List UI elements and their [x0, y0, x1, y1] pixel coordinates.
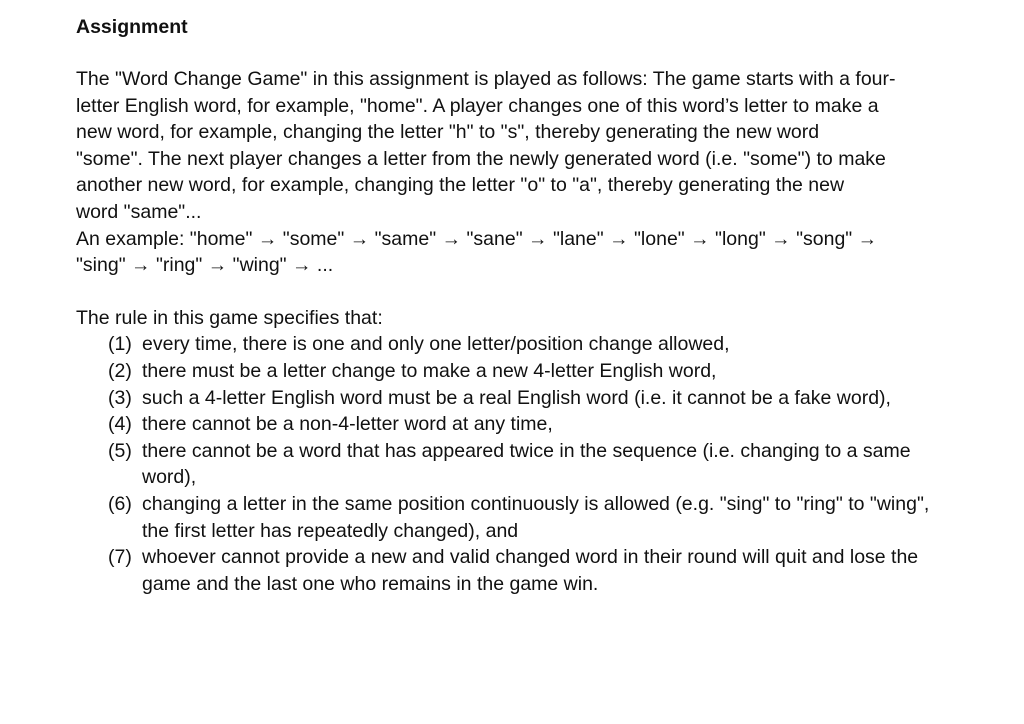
rule-item	[108, 331, 952, 358]
rule-item	[108, 491, 952, 544]
example-sequence: An example: "home" → "some" → "same" → "sane" → "lane" → "lone" → "long" → "song" → "sing" → "ring" → "wing" → ...	[76, 227, 878, 277]
intro-paragraph: The "Word Change Game" in this assignment is played as follows: The game starts with a four- letter English word, for example, "home". A player changes one of this word’s letter to make a new word, for example, changing the letter "h" to "s", thereby generating the new word "some". The next player changes a letter from the newly generated word (i.e. "some") to make another new word, for example, changing the letter "o" to "a", thereby generating the new word "same"...	[76, 68, 896, 223]
rule-text: there must be a letter change to make a new 4-letter English word,	[142, 359, 717, 382]
rule-number: (5)	[108, 439, 132, 462]
rule-text: there cannot be a word that has appeared twice in the sequence (i.e. changing to a same word),	[142, 439, 911, 489]
rule-item	[108, 544, 952, 597]
rule-text: whoever cannot provide a new and valid changed word in their round will quit and lose the game and the last one who remains in the game win.	[142, 546, 919, 595]
document-title: Assignment	[76, 16, 188, 38]
rule-item	[108, 358, 952, 385]
rule-item	[108, 411, 952, 438]
rule-item	[108, 438, 952, 491]
rule-number: (7)	[108, 546, 132, 569]
rules-list	[76, 331, 956, 597]
rule-number: (1)	[108, 333, 132, 356]
rule-text: changing a letter in the same position continuously is allowed (e.g. "sing" to "ring" to "wing", the first letter has repeatedly changed), and	[142, 492, 930, 542]
rule-number: (2)	[108, 359, 132, 382]
rule-text: there cannot be a non-4-letter word at any time,	[142, 413, 553, 436]
document-page	[76, 14, 956, 597]
rule-item	[108, 385, 952, 412]
rule-number: (3)	[108, 386, 132, 409]
rule-number: (6)	[108, 492, 132, 515]
rules-intro: The rule in this game specifies that:	[76, 306, 383, 329]
rule-text: every time, there is one and only one letter/position change allowed,	[142, 333, 730, 356]
rule-number: (4)	[108, 413, 132, 436]
rule-text: such a 4-letter English word must be a real English word (i.e. it cannot be a fake word),	[142, 386, 891, 409]
